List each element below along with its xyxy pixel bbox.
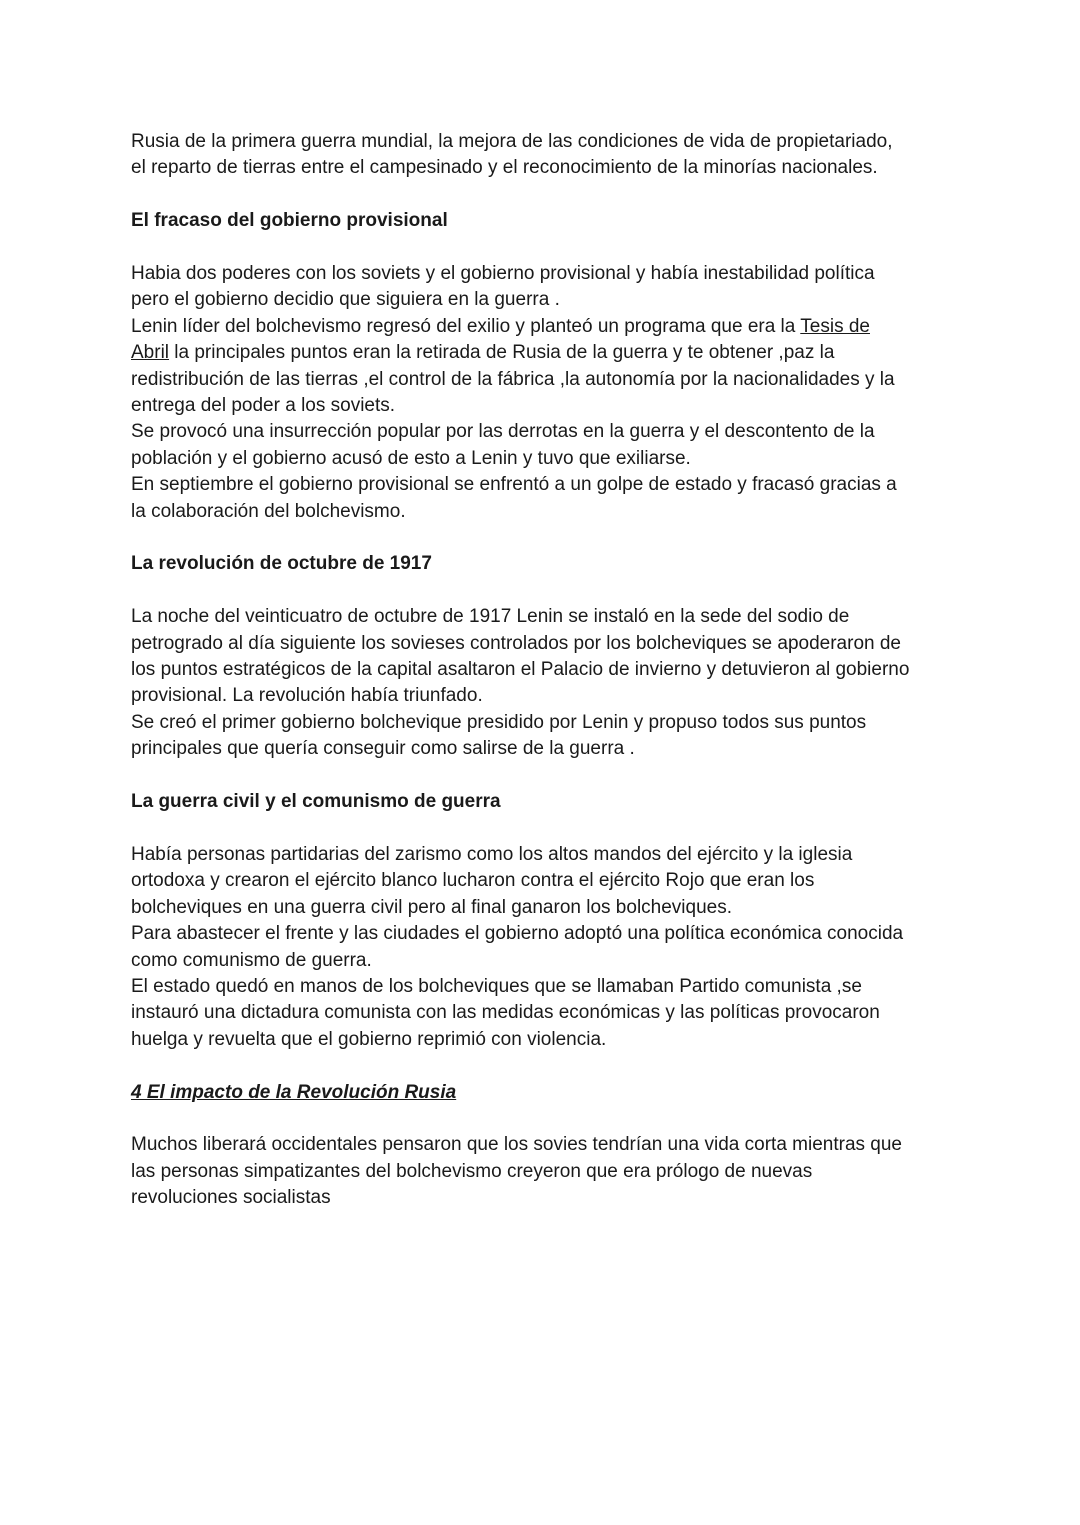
intro-paragraph: [131, 129, 956, 182]
text-line: Se creó el primer gobierno bolchevique presidido por Lenin y propuso todos sus puntos: [131, 711, 867, 733]
text-line: Se provocó una insurrección popular por las derrotas en la guerra y el descontento de la: [131, 421, 875, 443]
fracaso-paragraph: [131, 261, 956, 525]
text-fragment: la principales puntos eran la retirada de Rusia de la guerra y te obtener ,paz la: [169, 342, 835, 364]
text-line: la colaboración del bolchevismo.: [131, 500, 406, 522]
text-line: como comunismo de guerra.: [131, 949, 372, 971]
octubre-paragraph: [131, 604, 956, 762]
text-line: población y el gobierno acusó de esto a Lenin y tuvo que exiliarse.: [131, 447, 691, 469]
section-heading-octubre: La revolución de octubre de 1917: [131, 553, 432, 575]
text-line: En septiembre el gobierno provisional se enfrentó a un golpe de estado y fracasó gracias a: [131, 474, 897, 496]
section-heading-impacto: 4 El impacto de la Revolución Rusia: [131, 1081, 457, 1103]
text-line: provisional. La revolución había triunfado.: [131, 685, 483, 707]
section-heading-fracaso: El fracaso del gobierno provisional: [131, 210, 448, 232]
text-line: el reparto de tierras entre el campesinado y el reconocimiento de la minorías nacionales.: [131, 157, 878, 179]
text-line: entrega del poder a los soviets.: [131, 395, 396, 417]
document-page: [131, 129, 956, 1238]
text-line: [131, 314, 956, 340]
text-line: bolcheviques en una guerra civil pero al final ganaron los bolcheviques.: [131, 896, 732, 918]
text-line: redistribución de las tierras ,el control de la fábrica ,la autonomía por la nacionalidades y la: [131, 368, 895, 390]
section-heading-guerra-civil: La guerra civil y el comunismo de guerra: [131, 791, 501, 813]
text-line: instauró una dictadura comunista con las medidas económicas y las políticas provocaron: [131, 1002, 880, 1024]
text-line: las personas simpatizantes del bolchevismo creyeron que era prólogo de nuevas: [131, 1160, 813, 1182]
text-line: El estado quedó en manos de los bolcheviques que se llamaban Partido comunista ,se: [131, 975, 862, 997]
text-line: Habia dos poderes con los soviets y el gobierno provisional y había inestabilidad política: [131, 263, 875, 284]
text-line: Rusia de la primera guerra mundial, la mejora de las condiciones de vida de propietariado,: [131, 131, 893, 152]
tesis-de-abril-link-cont[interactable]: Abril: [131, 342, 170, 364]
text-line: Había personas partidarias del zarismo como los altos mandos del ejército y la iglesia: [131, 843, 853, 865]
guerra-civil-paragraph: [131, 842, 956, 1053]
text-line: revoluciones socialistas: [131, 1187, 331, 1209]
impacto-paragraph: [131, 1132, 956, 1211]
text-line: huelga y revuelta que el gobierno reprimió con violencia.: [131, 1028, 607, 1050]
text-line: los puntos estratégicos de la capital asaltaron el Palacio de invierno y detuvieron al gobierno: [131, 659, 910, 681]
text-line: [131, 340, 956, 366]
text-line: Para abastecer el frente y las ciudades el gobierno adoptó una política económica conocida: [131, 923, 904, 945]
text-line: Muchos liberará occidentales pensaron que los sovies tendrían una vida corta mientras que: [131, 1134, 903, 1156]
text-fragment: Lenin líder del bolchevismo regresó del exilio y planteó un programa que era la: [131, 315, 801, 337]
text-line: pero el gobierno decidio que siguiera en la guerra .: [131, 289, 560, 311]
text-line: La noche del veinticuatro de octubre de 1917 Lenin se instaló en la sede del sodio de: [131, 606, 850, 628]
text-line: ortodoxa y crearon el ejército blanco lucharon contra el ejército Rojo que eran los: [131, 870, 815, 892]
text-line: petrogrado al día siguiente los sovieses controlados por los bolcheviques se apoderaron de: [131, 632, 901, 654]
text-line: principales que quería conseguir como salirse de la guerra .: [131, 738, 635, 760]
tesis-de-abril-link[interactable]: Tesis de: [800, 315, 870, 337]
